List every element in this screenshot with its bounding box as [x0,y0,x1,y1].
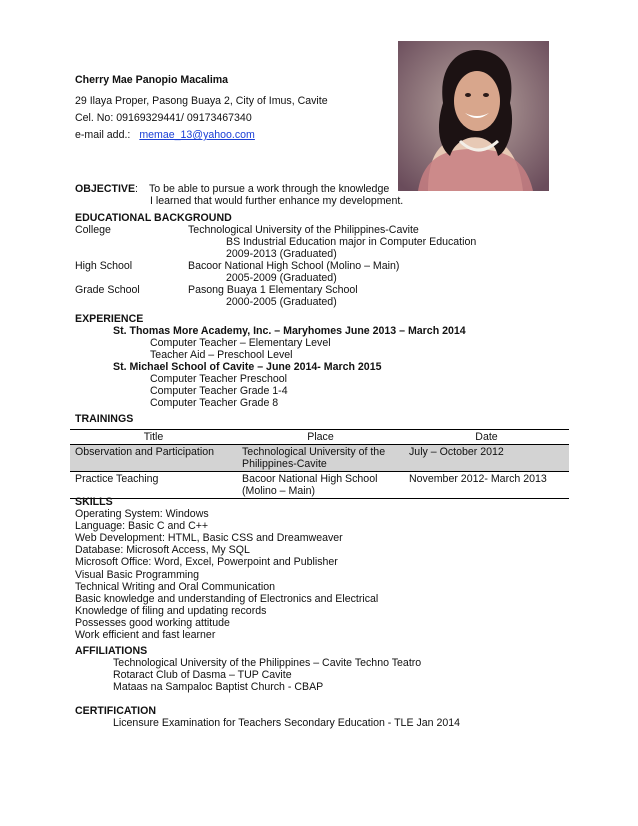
email-label: e-mail add.: [75,129,131,141]
cel-number: Cel. No: 09169329441/ 09173467340 [75,112,252,124]
job2-role3: Computer Teacher Grade 8 [150,397,279,409]
training-place-line2: Philippines-Cavite [242,458,327,470]
email-line [75,129,255,141]
objective-colon: : [135,183,138,195]
skill-item: Web Development: HTML, Basic CSS and Dreamweaver [75,532,343,544]
training-place [237,445,404,472]
job1-role1: Computer Teacher – Elementary Level [150,337,331,349]
skill-item: Database: Microsoft Access, My SQL [75,544,250,556]
certification-heading: CERTIFICATION [75,705,157,717]
college-school: Technological University of the Philippines-Cavite [188,224,419,236]
address: 29 Ilaya Proper, Pasong Buaya 2, City of Imus, Cavite [75,95,328,107]
job1-title: St. Thomas More Academy, Inc. – Maryhomes June 2013 – March 2014 [113,325,466,337]
college-course: BS Industrial Education major in Computer Education [226,236,477,248]
hs-school: Bacoor National High School (Molino – Main) [188,260,400,272]
skill-item: Language: Basic C and C++ [75,520,209,532]
trainings-header-row [70,430,569,445]
gs-school: Pasong Buaya 1 Elementary School [188,284,358,296]
affiliations-heading: AFFILIATIONS [75,645,148,657]
col-place: Place [237,430,404,445]
training-place-line1: Technological University of the [242,446,386,458]
college-years: 2009-2013 (Graduated) [226,248,337,260]
affiliation-item: Mataas na Sampaloc Baptist Church - CBAP [113,681,324,693]
skill-item: Operating System: Windows [75,508,209,520]
skill-item: Basic knowledge and understanding of Electronics and Electrical [75,593,379,605]
trainings-heading: TRAININGS [75,413,134,425]
table-row [70,445,569,472]
training-title: Observation and Participation [70,445,237,472]
hs-label: High School [75,260,133,272]
hs-years: 2005-2009 (Graduated) [226,272,337,284]
objective-text2: I learned that would further enhance my development. [150,195,404,207]
candidate-name: Cherry Mae Panopio Macalima [75,74,229,86]
skill-item: Visual Basic Programming [75,569,200,581]
skill-item: Possesses good working attitude [75,617,230,629]
skills-heading: SKILLS [75,496,113,508]
email-link[interactable]: memae_13@yahoo.com [139,129,255,141]
training-date: July – October 2012 [404,445,569,472]
table-row [70,472,569,499]
training-place [237,472,404,499]
training-place-line1: Bacoor National High School [242,473,378,485]
objective-text1: To be able to pursue a work through the knowledge [148,183,390,195]
gs-label: Grade School [75,284,140,296]
gs-years: 2000-2005 (Graduated) [226,296,337,308]
job2-role2: Computer Teacher Grade 1-4 [150,385,288,397]
training-date: November 2012- March 2013 [404,472,569,499]
job1-role2: Teacher Aid – Preschool Level [150,349,293,361]
certification-item: Licensure Examination for Teachers Secondary Education - TLE Jan 2014 [113,717,461,729]
training-title: Practice Teaching [70,472,237,499]
experience-heading: EXPERIENCE [75,313,144,325]
skill-item: Knowledge of filing and updating records [75,605,267,617]
skill-item: Technical Writing and Oral Communication [75,581,275,593]
objective-line1 [75,183,389,195]
col-date: Date [404,430,569,445]
college-label: College [75,224,111,236]
education-heading: EDUCATIONAL BACKGROUND [75,212,232,224]
job2-title: St. Michael School of Cavite – June 2014- March 2015 [113,361,382,373]
portrait-photo [398,41,549,191]
job2-role1: Computer Teacher Preschool [150,373,288,385]
skill-item: Microsoft Office: Word, Excel, Powerpoint and Publisher [75,556,338,568]
col-title: Title [70,430,237,445]
trainings-table [70,429,569,499]
training-place-line2: (Molino – Main) [242,485,316,497]
objective-heading: OBJECTIVE [75,183,136,195]
portrait-image [398,41,549,191]
skill-item: Work efficient and fast learner [75,629,216,641]
affiliation-item: Rotaract Club of Dasma – TUP Cavite [113,669,292,681]
affiliation-item: Technological University of the Philippines – Cavite Techno Teatro [113,657,422,669]
